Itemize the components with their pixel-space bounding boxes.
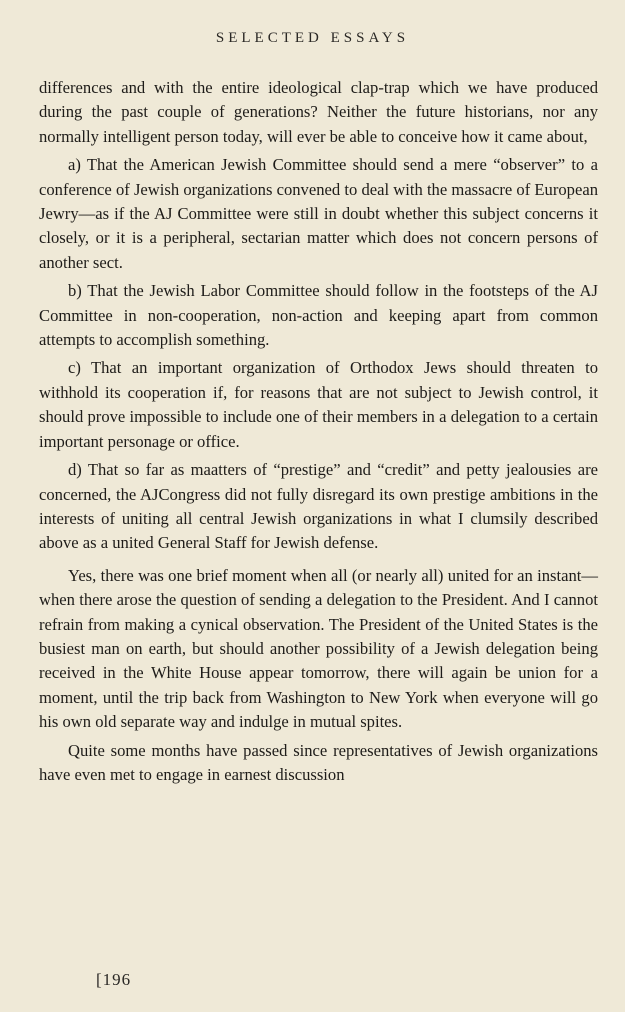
page-number: [196 [96, 970, 132, 989]
body-text [39, 76, 598, 791]
paragraph-item-b: b) That the Jewish Labor Committee should follow in the footsteps of the AJ Committee in non-cooperation, non-action and keeping apart from common attempts to accomplish something. [39, 281, 598, 350]
paragraph-item-c: c) That an important organization of Orthodox Jews should threaten to withhold its cooperation if, for reasons that are not subject to Jewish control, it should prove impossible to include one of their members in a delegation to a certain important personage or office. [39, 358, 598, 451]
running-head: SELECTED ESSAYS [215, 30, 410, 46]
paragraph-continuation: differences and with the entire ideological clap-trap which we have produced during the past couple of generations? Neither the future historians, nor any normally intelligent person today, will ever be able to conceive how it came about, [39, 78, 598, 146]
paragraph-months-passed: Quite some months have passed since representatives of Jewish organizations have even met to engage in earnest discussion [39, 740, 598, 784]
paragraph-item-d: d) That so far as maatters of “prestige” and “credit” and petty jealousies are concerned, the AJCongress did not fully disregard its own prestige ambitions in the interests of uniting all central Jewish organizations in what I clumsily described above as a united General Staff for Jewish defense. [39, 460, 598, 553]
paragraph-item-a: a) That the American Jewish Committee should send a mere “observer” to a conference of Jewish organizations convened to deal with the massacre of European Jewry—as if the AJ Committee were still in doubt whether this subject concerns it closely, or it is a peripheral, sectarian matter which does not concern persons of another sect. [39, 155, 598, 272]
paragraph-delegation: Yes, there was one brief moment when all (or nearly all) united for an instant—when there arose the question of sending a delegation to the President. And I cannot refrain from making a cynical observation. The President of the United States is the busiest man on earth, but should another possibility of a Jewish delegation being received in the White House appear tomorrow, there will again be union for a moment, until the trip back from Washington to New York when everyone will go his own old separate way and indulge in mutual spites. [39, 565, 598, 732]
